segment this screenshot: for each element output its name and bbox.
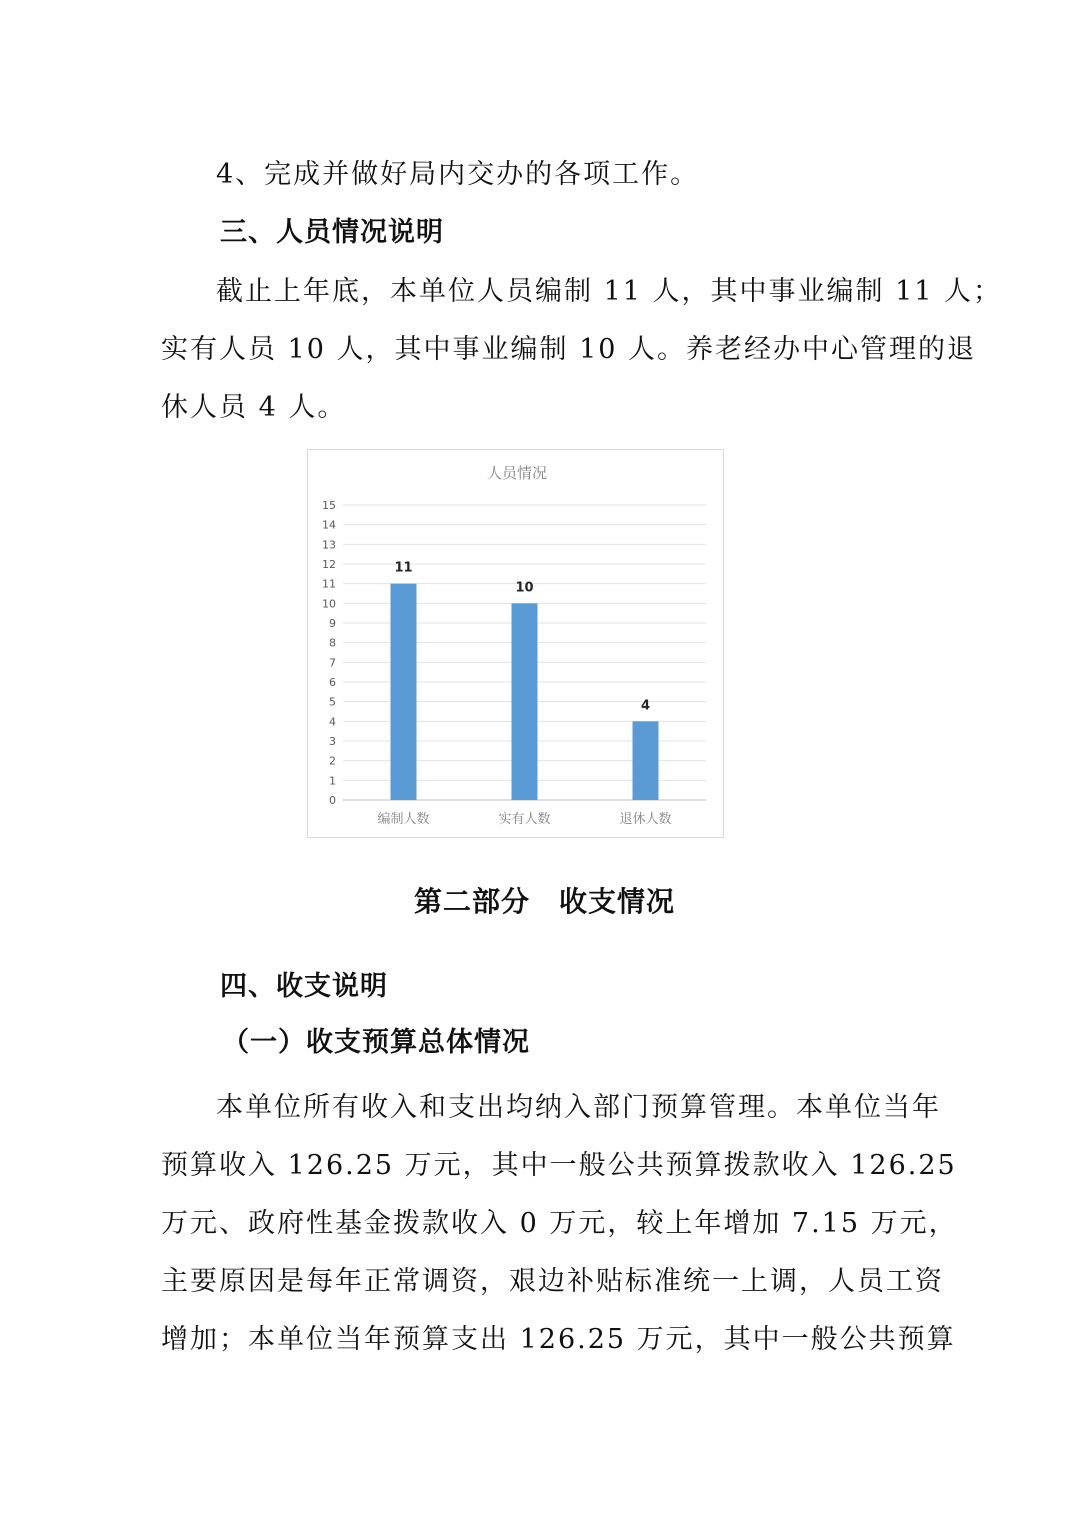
data-label: 11: [394, 560, 413, 576]
y-tick-label: 2: [329, 754, 336, 768]
y-tick-label: 11: [322, 577, 336, 591]
y-tick-label: 12: [322, 558, 336, 571]
budget-line-4: 主要原因是每年正常调资，艰边补贴标准统一上调，人员工资: [161, 1266, 944, 1297]
x-tick-label: 退休人数: [619, 812, 672, 827]
y-tick-label: 3: [329, 735, 336, 748]
budget-line-1: 本单位所有收入和支出均纳入部门预算管理。本单位当年: [216, 1092, 941, 1123]
staff-bar-chart: [308, 450, 725, 839]
y-tick-label: 9: [329, 617, 336, 630]
data-label: 4: [640, 698, 651, 714]
y-tick-label: 1: [329, 774, 336, 788]
y-tick-label: 6: [329, 676, 336, 689]
y-tick-label: 4: [329, 715, 336, 729]
staff-chart: [307, 449, 724, 838]
section-4-title: 四、收支说明: [220, 971, 388, 1002]
budget-line-5: 增加；本单位当年预算支出 126.25 万元，其中一般公共预算: [161, 1324, 956, 1355]
y-tick-label: 0: [329, 794, 336, 807]
part-2-title: 第二部分 收支情况: [414, 885, 676, 918]
bar: [512, 603, 538, 800]
x-tick-label: 实有人数: [498, 812, 551, 827]
y-tick-label: 15: [322, 499, 336, 512]
y-tick-label: 5: [329, 695, 336, 709]
staff-line-2: 实有人员 10 人，其中事业编制 10 人。养老经办中心管理的退: [161, 334, 977, 365]
chart-title: 人员情况: [486, 464, 548, 482]
bar: [391, 584, 417, 800]
x-tick-label: 编制人数: [377, 812, 430, 827]
y-tick-label: 13: [322, 538, 336, 552]
budget-line-3: 万元、政府性基金拨款收入 0 万元，较上年增加 7.15 万元，: [161, 1208, 958, 1239]
staff-line-1: 截止上年底，本单位人员编制 11 人，其中事业编制 11 人；: [216, 276, 1003, 307]
item-4: 4、完成并做好局内交办的各项工作。: [216, 159, 700, 190]
subsection-1-title: （一）收支预算总体情况: [222, 1027, 530, 1058]
y-tick-label: 14: [322, 518, 336, 532]
y-tick-label: 8: [329, 636, 336, 650]
y-tick-label: 7: [329, 656, 336, 670]
budget-line-2: 预算收入 126.25 万元，其中一般公共预算拨款收入 126.25: [161, 1150, 957, 1181]
data-label: 10: [515, 580, 534, 596]
y-tick-label: 10: [322, 597, 336, 611]
section-3-title: 三、人员情况说明: [220, 217, 444, 248]
staff-line-3: 休人员 4 人。: [161, 392, 347, 423]
bar: [633, 721, 659, 800]
